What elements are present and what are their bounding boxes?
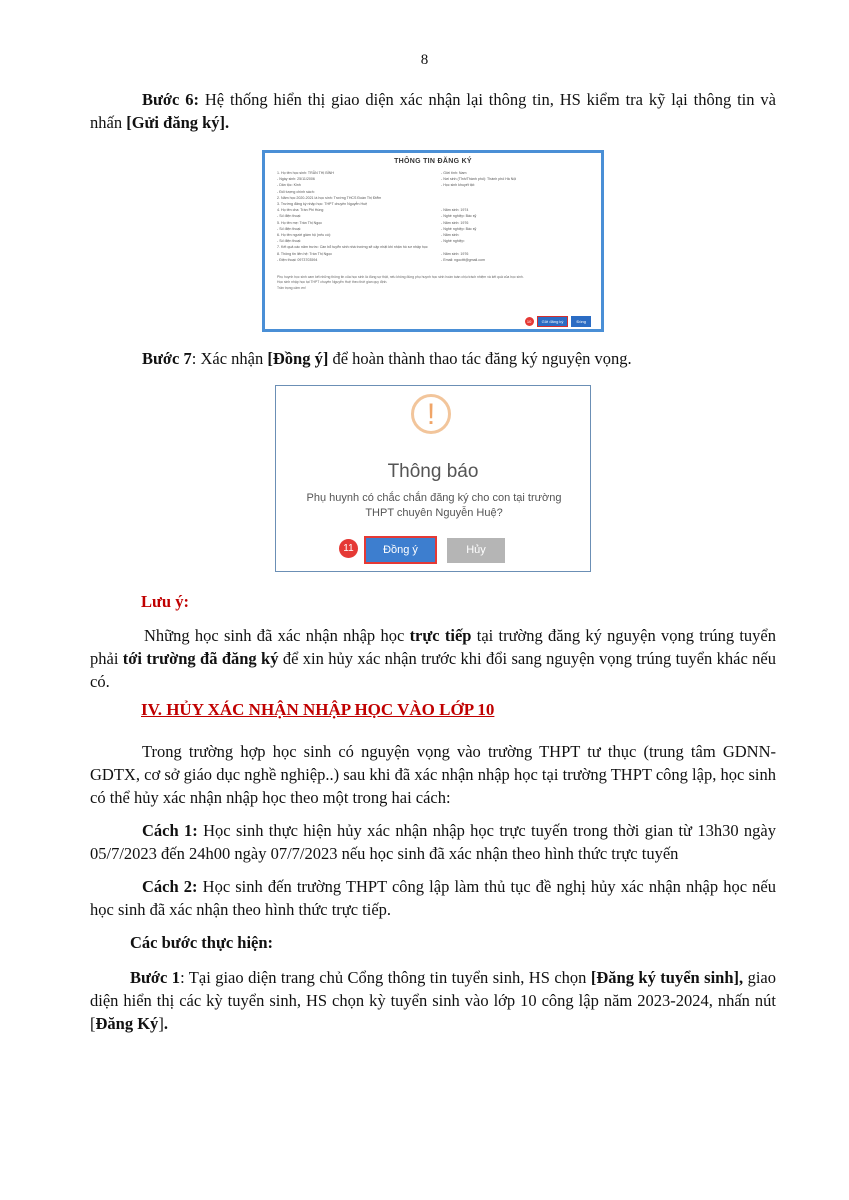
note-text-2: tại trường đăng ký nguyện vọng trúng tuyển phải [90,626,777,668]
steps-heading: Các bước thực hiện: [130,933,274,952]
note-heading: Lưu ý: [141,592,189,611]
agree-button[interactable]: Đồng ý [364,536,437,564]
submit-registration-button[interactable]: Gửi đăng ký [537,316,569,327]
form-line: - Số điện thoại: [277,226,302,231]
section-intro: Trong trường hợp học sinh có nguyện vọng vào trường THPT tư thục (trung tâm GDNN-GDTX, cơ sở giáo dục nghề nghiệp..) sau khi đã xác nhận nhập học tại trường THPT công lập, học sinh có thể hủy xác nhận nhập học theo một trong hai cách: [90,742,776,807]
step7-text-after: để hoàn thành thao tác đăng ký nguyện vọng. [328,349,632,368]
form-line: - Số điện thoại: [277,214,302,219]
form-line: 3. Trường đăng ký nhập học: THPT chuyên Nguyễn Huệ [277,202,368,207]
form-line: - Nghề nghiệp: Bác sỹ [441,226,477,231]
step1-text-3: ] [158,1014,164,1033]
form-line: - Học sinh khuyết tật: [441,183,475,188]
way2-label: Cách 2: [142,877,198,896]
form-line: - Năm sinh: [441,233,460,238]
step6-text: Hệ thống hiển thị giao diện xác nhận lại thông tin, HS kiểm tra kỹ lại thông tin và nhấn [90,90,776,132]
step1-bold-1: [Đăng ký tuyển sinh], [590,968,744,987]
form-note: Học sinh nhập học tại THPT chuyên Nguyễn Huệ theo thời gian quy định. [277,280,388,285]
step7-action: [Đồng ý] [267,349,329,368]
step-badge-10: 10 [525,317,534,326]
step6-action: [Gửi đăng ký]. [126,113,230,132]
way2-paragraph [90,875,776,921]
step1-text-2: giao diện hiển thị các kỳ tuyển sinh, HS chọn kỳ tuyển sinh vào lớp 10 công lập năm 2023-2024, nhấn nút [ [90,968,776,1033]
form-notes [277,275,589,291]
dialog-title: Thông báo [387,461,479,482]
step1-end: . [163,1014,168,1033]
form-note: Phụ huynh học sinh cam kết những thông tin của học sinh là đúng sự thật, nếu không đúng phụ huynh học sinh hoàn toàn chịu trách nhiệm và kết quả của học sinh. [277,275,524,279]
step1-label: Bước 1 [130,968,181,987]
form-line: 1. Họ tên học sinh: TRẦN THỊ BÌNH [277,171,334,175]
form-line: 2. Năm học 2020-2021 là học sinh: Trường THCS Đoàn Thị Điểm [277,195,382,200]
confirm-dialog-screenshot [275,385,591,572]
step7-label: Bước 7 [142,349,192,368]
form-line: - Nghề nghiệp: Bác sỹ [441,214,477,219]
note-bold-1: trực tiếp [409,626,472,645]
warning-icon: ! [411,394,451,434]
form-line: - Dân tộc: Kinh [277,183,301,188]
form-line: - Năm sinh: 1976 [441,251,469,256]
way2-text: Học sinh đến trường THPT công lập làm thủ tục đề nghị hủy xác nhận nhập học nếu học sinh đã xác nhận theo hình thức trực tiếp. [90,877,776,919]
step7-paragraph [90,347,776,370]
form-line: - Năm sinh: 1974 [441,208,469,213]
way1-paragraph [90,819,776,865]
form-title: THÔNG TIN ĐĂNG KÝ [394,158,472,165]
form-line: - Nghề nghiệp: [441,239,465,244]
way1-text: Học sinh thực hiện hủy xác nhận nhập học trực tuyến trong thời gian từ 13h30 ngày 05/7/2023 đến 24h00 ngày 07/7/2023 nếu học sinh đã xác nhận theo hình thức trực tuyến [90,821,776,863]
page-number: 8 [420,52,429,68]
form-line: - Giới tính: Nam [441,171,467,175]
form-button-row [525,316,591,327]
form-line: - Nơi sinh (Tỉnh/Thành phố): Thành phố Hà Nội [441,177,517,182]
section-heading: IV. HỦY XÁC NHẬN NHẬP HỌC VÀO LỚP 10 [141,700,495,719]
dialog-message: Phụ huynh có chắc chắn đăng ký cho con tại trường THPT chuyên Nguyễn Huệ? [306,492,562,519]
form-line: - Số điện thoại: [277,239,302,244]
form-right-column [441,170,516,263]
note-paragraph [90,624,776,693]
way1-label: Cách 1: [142,821,198,840]
step1-paragraph [90,966,776,1035]
note-text-3: để xin hủy xác nhận trước khi đổi sang nguyện vọng trúng tuyển khác nếu có. [90,649,776,691]
close-button[interactable]: Đóng [571,316,591,327]
step-badge-11: 11 [339,539,358,558]
note-bold-2: tới trường đã đăng ký [122,649,279,668]
form-line: - Năm sinh: 1976 [441,220,469,225]
cancel-button[interactable]: Hủy [447,538,505,563]
form-line: - Email: ngocttt@gmail.com [441,257,485,262]
form-line: 6. Họ tên người giám hộ (nếu có): [277,233,332,238]
step1-text-1: : Tại giao diện trang chủ Cổng thông tin tuyển sinh, HS chọn [180,968,591,987]
registration-info-screenshot [262,150,604,332]
form-line: - Điện thoại: 0973703594 [277,257,318,262]
form-line: - Đối tượng chính sách: [277,189,315,194]
step6-label: Bước 6: [142,90,199,109]
note-text-1: Những học sinh đã xác nhận nhập học [144,626,410,645]
form-line: 5. Họ tên mẹ: Trần Thị Ngọc [277,220,323,225]
form-note: Trân trọng cảm ơn! [277,285,306,290]
form-left-column [277,170,428,263]
form-line: 7. Kết quả các năm trước: Cần bổ tuyển sinh nhà trường sẽ cập nhật khi nhận hồ sơ nhập học [277,245,428,250]
step7-text-before: : Xác nhận [191,349,268,368]
form-line: - Ngày sinh: 25/11/2006 [277,177,315,182]
form-line: 4. Họ tên cha: Trần Phi Hùng [277,208,324,213]
form-line: 8. Thông tin liên hệ: Trần Thị Ngọc [277,251,333,256]
step6-paragraph [90,88,776,134]
step1-bold-2: Đăng Ký [95,1014,159,1033]
